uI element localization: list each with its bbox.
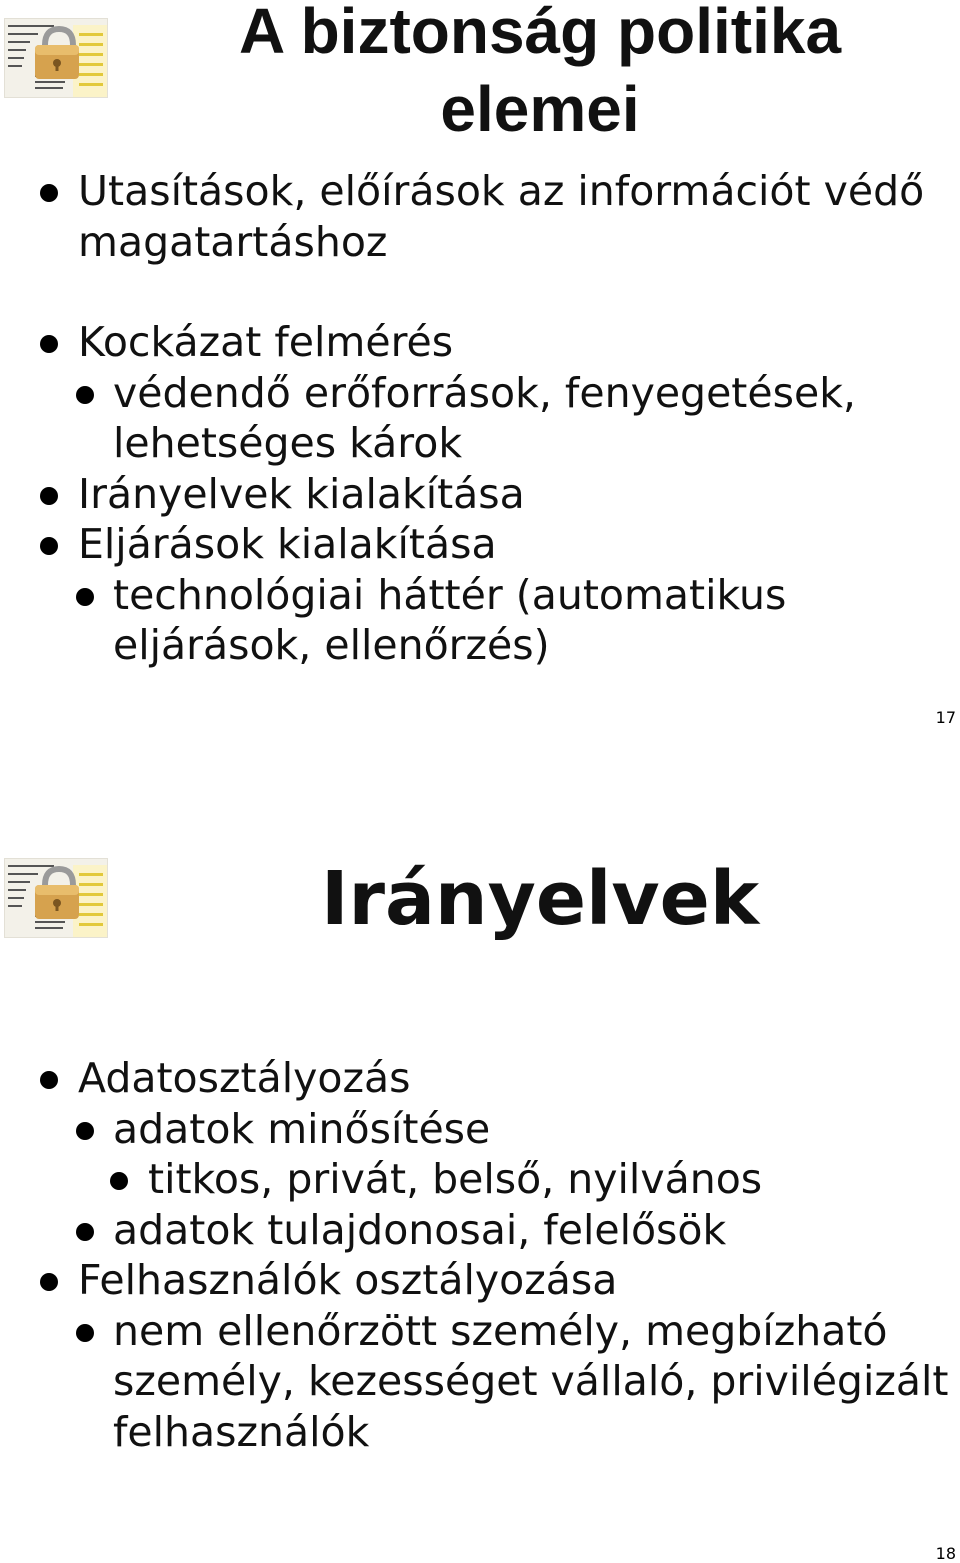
list-item bbox=[0, 1104, 960, 1155]
list-item bbox=[0, 469, 960, 520]
list-item bbox=[0, 519, 960, 570]
list-item bbox=[0, 1053, 960, 1104]
list-item bbox=[0, 368, 960, 469]
bullet-icon bbox=[40, 487, 58, 505]
bullet-list bbox=[0, 166, 960, 671]
page-number: 18 bbox=[935, 1544, 956, 1563]
bullet-icon bbox=[110, 1172, 128, 1190]
list-item-text: technológiai háttér (automatikus eljárások, ellenőrzés) bbox=[113, 570, 787, 669]
bullet-icon bbox=[40, 1071, 58, 1089]
list-item-text: Irányelvek kialakítása bbox=[78, 469, 525, 518]
bullet-list bbox=[0, 1053, 960, 1457]
bullet-icon bbox=[40, 335, 58, 353]
bullet-icon bbox=[40, 184, 58, 202]
list-item bbox=[0, 1255, 960, 1306]
list-item-text: Felhasználók osztályozása bbox=[78, 1256, 618, 1304]
bullet-icon bbox=[40, 1273, 58, 1291]
list-item bbox=[0, 570, 960, 671]
list-item-text: titkos, privát, belső, nyilvános bbox=[148, 1155, 763, 1203]
slide-18 bbox=[0, 840, 960, 1561]
list-item bbox=[0, 1154, 960, 1205]
list-item bbox=[0, 166, 960, 267]
list-item-text: adatok tulajdonosai, felelősök bbox=[113, 1205, 727, 1254]
bullet-icon bbox=[76, 386, 94, 404]
list-item-text: Adatosztályozás bbox=[78, 1054, 411, 1102]
list-item-text: nem ellenőrzött személy, megbízható személy, kezességet vállaló, privilégizált felhasználók bbox=[113, 1306, 949, 1456]
padlock-logo-icon bbox=[4, 858, 108, 938]
list-item-text: adatok minősítése bbox=[113, 1104, 491, 1153]
slide-17 bbox=[0, 0, 960, 760]
bullet-icon bbox=[76, 1122, 94, 1140]
list-item bbox=[0, 317, 960, 368]
list-item-text: védendő erőforrások, fenyegetések, lehetséges károk bbox=[113, 368, 856, 467]
bullet-icon bbox=[76, 1223, 94, 1241]
padlock-logo-icon bbox=[4, 18, 108, 98]
bullet-icon bbox=[76, 588, 94, 606]
list-item bbox=[0, 1205, 960, 1256]
list-item-text: Kockázat felmérés bbox=[78, 318, 454, 366]
list-item-text: Utasítások, előírások az információt védő magatartáshoz bbox=[78, 167, 925, 266]
slide-title: A biztonság politika elemei bbox=[238, 0, 842, 145]
bullet-icon bbox=[76, 1324, 94, 1342]
list-item bbox=[0, 1306, 960, 1458]
bullet-icon bbox=[40, 537, 58, 555]
list-item-text: Eljárások kialakítása bbox=[78, 520, 497, 568]
slide-title: Irányelvek bbox=[320, 856, 760, 942]
page-number: 17 bbox=[935, 708, 956, 727]
